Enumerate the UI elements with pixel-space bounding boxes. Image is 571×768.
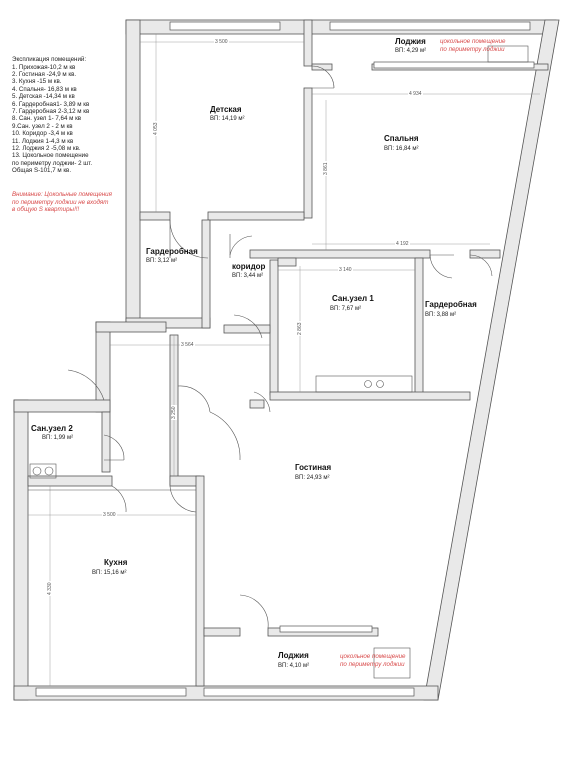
legend-warning-line: в общую S квартиры!!!: [12, 206, 80, 214]
legend-warning-line: по периметру лоджии не входят: [12, 198, 109, 206]
legend-item: 1. Прихожая-10,2 м кв: [12, 63, 76, 71]
legend-item: 6. Гардеробная1- 3,89 м кв: [12, 100, 90, 108]
room-wardrobe-left-name: Гардеробная: [146, 247, 198, 256]
room-bedroom-name: Спальня: [384, 134, 419, 143]
room-living-name: Гостиная: [295, 463, 332, 472]
room-loggia-top-area: ВП: 4,29 м²: [395, 48, 427, 54]
legend-item: 7. Гардеробная 2-3,12 м кв: [12, 107, 90, 115]
legend-title: Экспликация помещений:: [12, 56, 87, 63]
legend-item: 13. Цокольное помещение: [12, 152, 89, 160]
legend-item: 11. Лоджия 1-4,3 м кв: [12, 137, 74, 145]
room-living-area: ВП: 24,93 м²: [295, 475, 330, 481]
room-loggia-top-name: Лоджия: [395, 37, 426, 46]
legend-item: 5. Детская -14,34 м кв: [12, 93, 75, 101]
legend-item: 9.Сан. узел 2 - 2 м кв: [12, 122, 73, 130]
room-kitchen-area: ВП: 15,16 м²: [92, 570, 127, 576]
note-bottom-line1: цокольное помещение: [340, 653, 406, 660]
legend-item: 4. Спальня- 16,83 м кв: [12, 85, 77, 93]
dim-3564: 3 564: [181, 342, 194, 348]
dim-3250: 3 250: [171, 406, 177, 419]
walls: [14, 20, 559, 700]
room-bath2-name: Сан.узел 2: [31, 424, 73, 433]
dim-4330: 4 330: [47, 582, 53, 595]
room-bath1-area: ВП: 7,67 м²: [330, 306, 362, 312]
room-corridor-name: коридор: [232, 262, 266, 271]
legend-item: 8. Сан. узел 1- 7,64 м кв: [12, 115, 82, 123]
legend-warning-line: Внимание: Цокольные помещения: [12, 191, 112, 198]
room-corridor-area: ВП: 3,44 м²: [232, 273, 264, 279]
room-kitchen-name: Кухня: [104, 558, 128, 567]
dim-2863: 2 863: [297, 322, 303, 335]
windows: [36, 22, 534, 696]
dim-3861: 3 861: [323, 162, 329, 175]
legend-item: 2. Гостиная -24,9 м кв.: [12, 70, 77, 78]
room-bath1-name: Сан.узел 1: [332, 294, 374, 303]
dim-3500-top: 3 500: [215, 39, 228, 45]
legend-item: 12. Лоджия 2 -5,08 м кв.: [12, 144, 81, 152]
room-loggia-bottom-area: ВП: 4,10 м²: [278, 663, 310, 669]
room-wardrobe-left-area: ВП: 3,12 м²: [146, 258, 178, 264]
note-top-line1: цокольное помещение: [440, 38, 506, 45]
legend-item: по периметру лоджии- 2 шт.: [12, 159, 93, 167]
dim-4053: 4 053: [153, 122, 159, 135]
room-loggia-bottom-name: Лоджия: [278, 651, 309, 660]
note-top-line2: по периметру лоджии: [440, 46, 505, 53]
dim-4192: 4 192: [396, 241, 409, 247]
room-wardrobe-right-area: ВП: 3,88 м²: [425, 312, 457, 318]
legend-item: 3. Кухня -15 м кв.: [12, 78, 62, 86]
room-kids-area: ВП: 14,19 м²: [210, 116, 245, 122]
room-bath2-area: ВП: 1,99 м²: [42, 435, 74, 441]
room-wardrobe-right-name: Гардеробная: [425, 300, 477, 309]
room-kids-name: Детская: [210, 105, 242, 114]
room-bedroom-area: ВП: 16,84 м²: [384, 146, 419, 152]
note-bottom-line2: по периметру лоджии: [340, 661, 405, 668]
dim-3140: 3 140: [339, 267, 352, 273]
dim-3500-bottom: 3 500: [103, 512, 116, 518]
legend-item: Общая S-101,7 м кв.: [12, 167, 72, 175]
dim-4934: 4 934: [409, 91, 422, 97]
legend-item: 10. Коридор -3,4 м кв: [12, 130, 73, 138]
